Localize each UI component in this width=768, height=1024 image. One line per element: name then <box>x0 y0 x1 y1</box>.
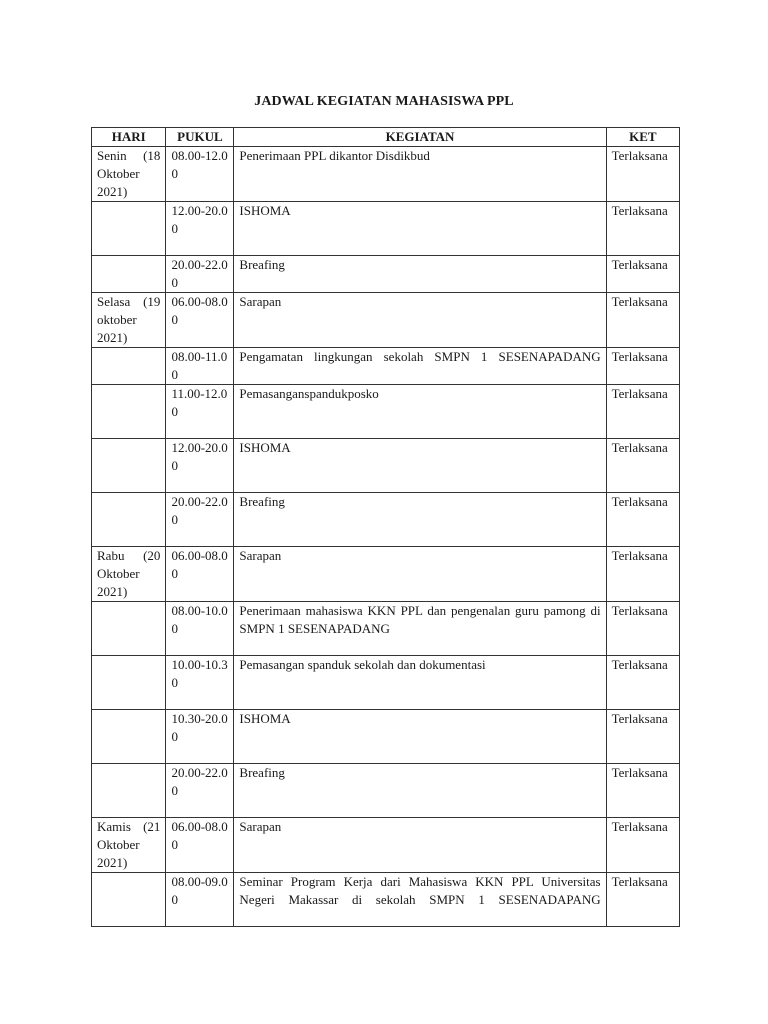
cell-pukul: 20.00-22.00 <box>166 256 234 293</box>
cell-hari <box>92 873 166 927</box>
table-header-row <box>92 128 680 147</box>
table-row <box>92 493 680 547</box>
cell-hari: Kamis (21 Oktober 2021) <box>92 818 166 873</box>
document-title: JADWAL KEGIATAN MAHASISWA PPL <box>254 94 514 109</box>
table-row <box>92 547 680 602</box>
schedule-table <box>91 127 680 927</box>
table-row <box>92 764 680 818</box>
cell-pukul: 08.00-12.00 <box>166 147 234 202</box>
cell-pukul: 10.00-10.30 <box>166 656 234 710</box>
cell-hari <box>92 493 166 547</box>
cell-hari <box>92 202 166 256</box>
cell-hari <box>92 256 166 293</box>
table-row <box>92 348 680 385</box>
cell-pukul: 06.00-08.00 <box>166 547 234 602</box>
cell-hari <box>92 385 166 439</box>
cell-pukul: 08.00-09.00 <box>166 873 234 927</box>
header-kegiatan: KEGIATAN <box>234 128 606 147</box>
cell-hari: Selasa (19 oktober 2021) <box>92 293 166 348</box>
cell-hari <box>92 656 166 710</box>
cell-pukul: 12.00-20.00 <box>166 202 234 256</box>
cell-ket: Terlaksana <box>606 602 679 656</box>
cell-hari <box>92 348 166 385</box>
cell-kegiatan: ISHOMA <box>234 439 606 493</box>
cell-kegiatan: Pengamatan lingkungan sekolah SMPN 1 SESENAPADANG <box>234 348 606 385</box>
cell-hari <box>92 764 166 818</box>
cell-ket: Terlaksana <box>606 385 679 439</box>
cell-kegiatan: Sarapan <box>234 818 606 873</box>
table-row <box>92 293 680 348</box>
header-hari: HARI <box>92 128 166 147</box>
cell-pukul: 20.00-22.00 <box>166 493 234 547</box>
cell-ket: Terlaksana <box>606 493 679 547</box>
header-ket: KET <box>606 128 679 147</box>
cell-ket: Terlaksana <box>606 439 679 493</box>
cell-pukul: 06.00-08.00 <box>166 293 234 348</box>
table-row <box>92 710 680 764</box>
cell-kegiatan: Breafing <box>234 256 606 293</box>
cell-pukul: 10.30-20.00 <box>166 710 234 764</box>
cell-kegiatan: ISHOMA <box>234 202 606 256</box>
table-row <box>92 656 680 710</box>
cell-pukul: 08.00-11.00 <box>166 348 234 385</box>
cell-kegiatan: Sarapan <box>234 293 606 348</box>
cell-ket: Terlaksana <box>606 293 679 348</box>
table-row <box>92 202 680 256</box>
cell-ket: Terlaksana <box>606 547 679 602</box>
cell-hari: Senin (18 Oktober 2021) <box>92 147 166 202</box>
cell-hari <box>92 710 166 764</box>
cell-hari: Rabu (20 Oktober 2021) <box>92 547 166 602</box>
cell-ket: Terlaksana <box>606 202 679 256</box>
cell-hari <box>92 439 166 493</box>
table-row <box>92 439 680 493</box>
cell-hari <box>92 602 166 656</box>
cell-ket: Terlaksana <box>606 764 679 818</box>
cell-ket: Terlaksana <box>606 656 679 710</box>
table-row <box>92 873 680 927</box>
cell-ket: Terlaksana <box>606 818 679 873</box>
cell-ket: Terlaksana <box>606 710 679 764</box>
header-pukul: PUKUL <box>166 128 234 147</box>
cell-pukul: 11.00-12.00 <box>166 385 234 439</box>
cell-kegiatan: Breafing <box>234 493 606 547</box>
cell-ket: Terlaksana <box>606 256 679 293</box>
cell-ket: Terlaksana <box>606 873 679 927</box>
table-row <box>92 256 680 293</box>
cell-kegiatan: ISHOMA <box>234 710 606 764</box>
cell-pukul: 06.00-08.00 <box>166 818 234 873</box>
cell-kegiatan: Penerimaan mahasiswa KKN PPL dan pengenalan guru pamong di SMPN 1 SESENAPADANG <box>234 602 606 656</box>
cell-ket: Terlaksana <box>606 348 679 385</box>
cell-kegiatan: Pemasanganspandukposko <box>234 385 606 439</box>
cell-kegiatan: Seminar Program Kerja dari Mahasiswa KKN PPL Universitas Negeri Makassar di sekolah SMPN 1 SESENADAPANG <box>234 873 606 927</box>
cell-pukul: 08.00-10.00 <box>166 602 234 656</box>
cell-kegiatan: Penerimaan PPL dikantor Disdikbud <box>234 147 606 202</box>
table-row <box>92 147 680 202</box>
cell-kegiatan: Pemasangan spanduk sekolah dan dokumentasi <box>234 656 606 710</box>
cell-kegiatan: Breafing <box>234 764 606 818</box>
table-row <box>92 385 680 439</box>
table-row <box>92 602 680 656</box>
cell-ket: Terlaksana <box>606 147 679 202</box>
cell-kegiatan: Sarapan <box>234 547 606 602</box>
cell-pukul: 12.00-20.00 <box>166 439 234 493</box>
cell-pukul: 20.00-22.00 <box>166 764 234 818</box>
table-row <box>92 818 680 873</box>
